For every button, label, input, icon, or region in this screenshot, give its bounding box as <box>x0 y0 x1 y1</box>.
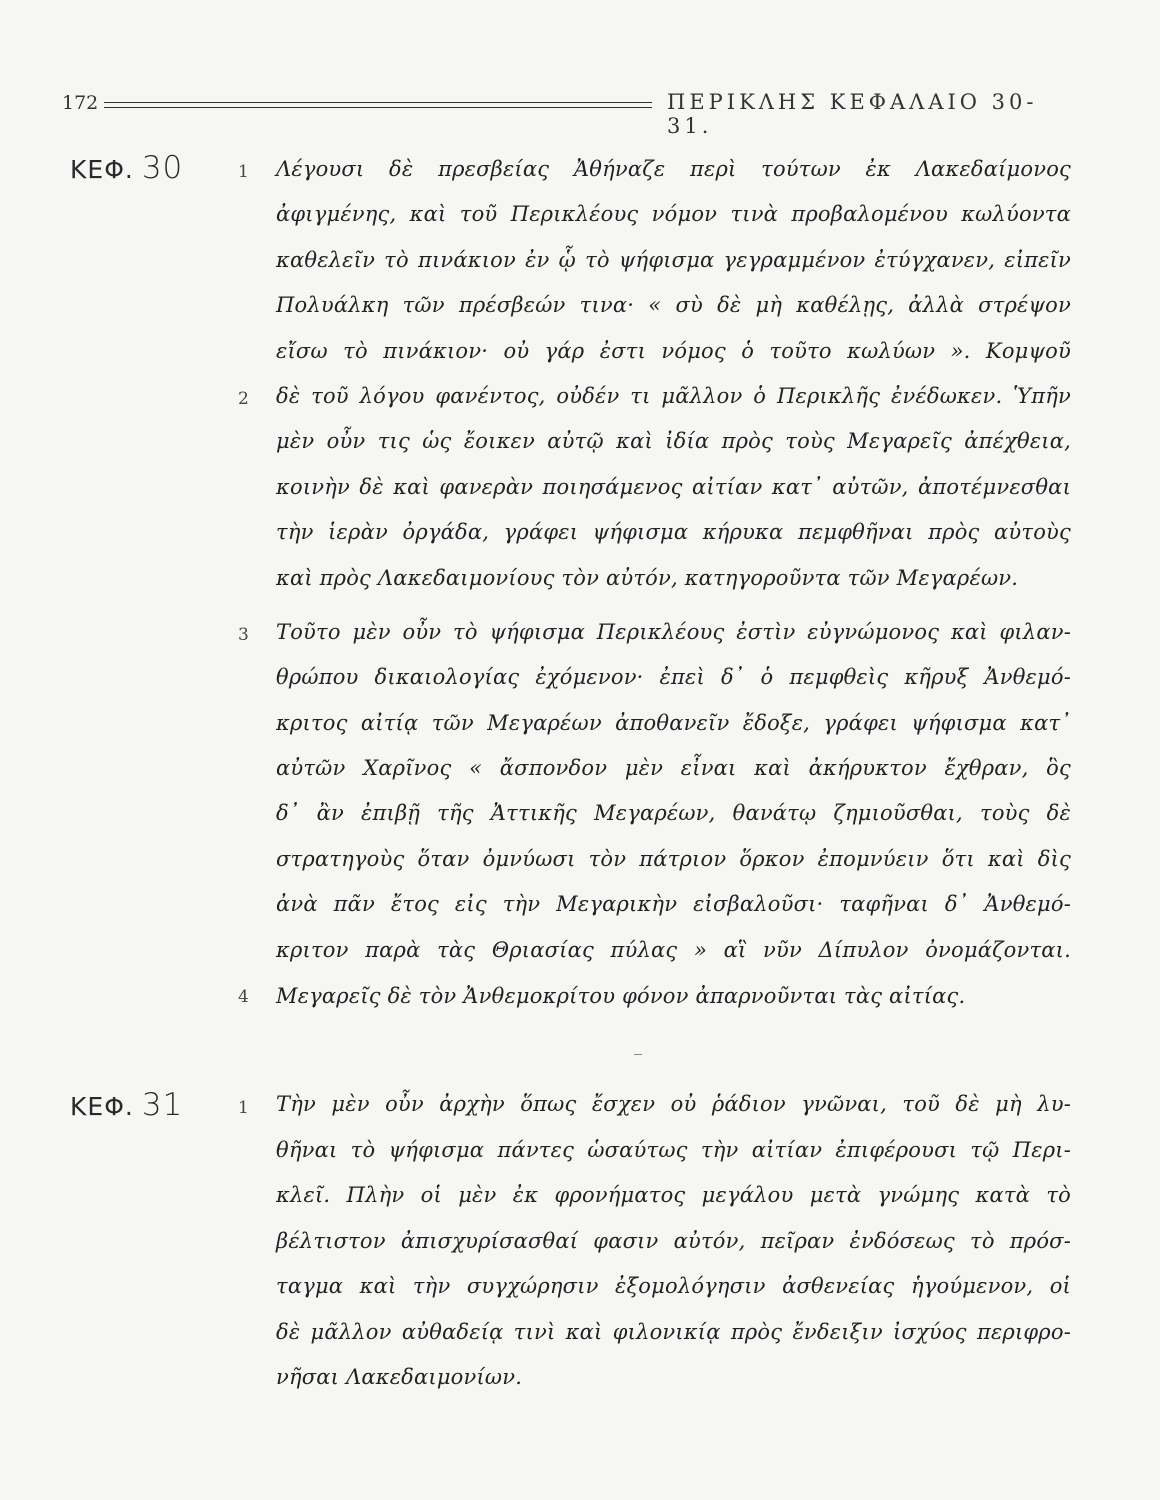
header-rule-bottom <box>104 107 652 108</box>
text-line: θῆναι τὸ ψήφισμα πάντες ὡσαύτως τὴν αἰτίαν ἐπιφέρουσι τῷ Περι- <box>276 1138 1071 1162</box>
text-line: αὐτῶν Χαρῖνος « ἄσπονδον μὲν εἶναι καὶ ἀκήρυκτον ἔχθραν, ὃς <box>276 756 1071 780</box>
text-line: δὲ μᾶλλον αὐθαδείᾳ τινὶ καὶ φιλονικίᾳ πρὸς ἔνδειξιν ἰσχύος περιφρο- <box>276 1320 1071 1344</box>
chapter-31-heading <box>70 1087 183 1123</box>
text-line: θρώπου δικαιολογίας ἐχόμενον· ἐπεὶ δ᾽ ὁ πεμφθεὶς κῆρυξ Ἀνθεμό- <box>276 665 1071 689</box>
text-line: στρατηγοὺς ὅταν ὀμνύωσι τὸν πάτριον ὅρκον ἐπομνύειν ὅτι καὶ δὶς <box>276 847 1071 871</box>
running-title: ΠΕΡΙΚΛΗΣ ΚΕΦΑΛΑΙΟ 30-31. <box>667 90 1038 138</box>
text-line: δὲ τοῦ λόγου φανέντος, οὐδέν τι μᾶλλον ὁ Περικλῆς ἐνέδωκεν. Ὑπῆν <box>276 384 1071 408</box>
text-line: κλεῖ. Πλὴν οἱ μὲν ἐκ φρονήματος μεγάλου μετὰ γνώμης κατὰ τὸ <box>276 1183 1071 1207</box>
page-number: 172 <box>62 92 99 114</box>
chapter-number: 31 <box>141 1087 184 1123</box>
text-line: βέλτιστον ἀπισχυρίσασθαί φασιν αὐτόν, πεῖραν ἐνδόσεως τὸ πρόσ- <box>276 1229 1071 1253</box>
text-line: Λέγουσι δὲ πρεσβείας Ἀθήναζε περὶ τούτων ἐκ Λακεδαίμονος <box>276 157 1071 181</box>
text-line: Τὴν μὲν οὖν ἀρχὴν ὅπως ἔσχεν οὐ ῥάδιον γνῶναι, τοῦ δὲ μὴ λυ- <box>276 1092 1071 1116</box>
running-header <box>62 90 1082 138</box>
text-line: δ᾽ ἂν ἐπιβῇ τῆς Ἀττικῆς Μεγαρέων, θανάτῳ ζημιοῦσθαι, τοὺς δὲ <box>276 801 1071 825</box>
text-line: ἀφιγμένης, καὶ τοῦ Περικλέους νόμον τινὰ προβαλομένου κωλύοντα <box>276 202 1071 226</box>
text-line: καθελεῖν τὸ πινάκιον ἐν ᾧ τὸ ψήφισμα γεγραμμένον ἐτύγχανεν, εἰπεῖν <box>276 248 1071 272</box>
section-number: 1 <box>238 162 249 182</box>
text-line: εἴσω τὸ πινάκιον· οὐ γάρ ἐστι νόμος ὁ τοῦτο κωλύων ». Κομψοῦ <box>276 339 1071 363</box>
chapter-number: 30 <box>141 150 184 186</box>
chapter-30-heading <box>70 150 183 186</box>
text-line: μὲν οὖν τις ὡς ἔοικεν αὐτῷ καὶ ἰδία πρὸς τοὺς Μεγαρεῖς ἀπέχθεια, <box>276 429 1071 453</box>
chapter-label: ΚΕΦ. <box>70 155 134 184</box>
section-number: 2 <box>238 389 249 409</box>
section-number: 3 <box>238 625 249 645</box>
text-line: ἀνὰ πᾶν ἔτος εἰς τὴν Μεγαρικὴν εἰσβαλοῦσι· ταφῆναι δ᾽ Ἀνθεμό- <box>276 892 1071 916</box>
chapter-label: ΚΕΦ. <box>70 1092 134 1121</box>
text-line: νῆσαι Λακεδαιμονίων. <box>276 1365 523 1389</box>
text-line: τὴν ἱερὰν ὀργάδα, γράφει ψήφισμα κήρυκα πεμφθῆναι πρὸς αὐτοὺς <box>276 520 1071 544</box>
text-line: καὶ πρὸς Λακεδαιμονίους τὸν αὐτόν, κατηγοροῦντα τῶν Μεγαρέων. <box>276 566 1019 590</box>
section-number: 1 <box>238 1098 249 1118</box>
text-line: κριτος αἰτίᾳ τῶν Μεγαρέων ἀποθανεῖν ἔδοξε, γράφει ψήφισμα κατ᾽ <box>276 711 1071 735</box>
text-line: Πολυάλκη τῶν πρέσβεών τινα· « σὺ δὲ μὴ καθέλῃς, ἀλλὰ στρέψον <box>276 293 1071 317</box>
text-line: Μεγαρεῖς δὲ τὸν Ἀνθεμοκρίτου φόνον ἀπαρνοῦνται τὰς αἰτίας. <box>276 984 966 1008</box>
text-line: Τοῦτο μὲν οὖν τὸ ψήφισμα Περικλέους ἐστὶν εὐγνώμονος καὶ φιλαν- <box>276 620 1071 644</box>
header-rule-top <box>104 102 652 103</box>
text-line: ταγμα καὶ τὴν συγχώρησιν ἐξομολόγησιν ἀσθενείας ἡγούμενον, οἱ <box>276 1274 1071 1298</box>
section-divider <box>634 1054 642 1055</box>
section-number: 4 <box>238 987 249 1007</box>
text-line: κοινὴν δὲ καὶ φανερὰν ποιησάμενος αἰτίαν κατ᾽ αὐτῶν, ἀποτέμνεσθαι <box>276 475 1071 499</box>
text-line: κριτον παρὰ τὰς Θριασίας πύλας » αἳ νῦν Δίπυλον ὀνομάζονται. <box>276 938 1071 962</box>
